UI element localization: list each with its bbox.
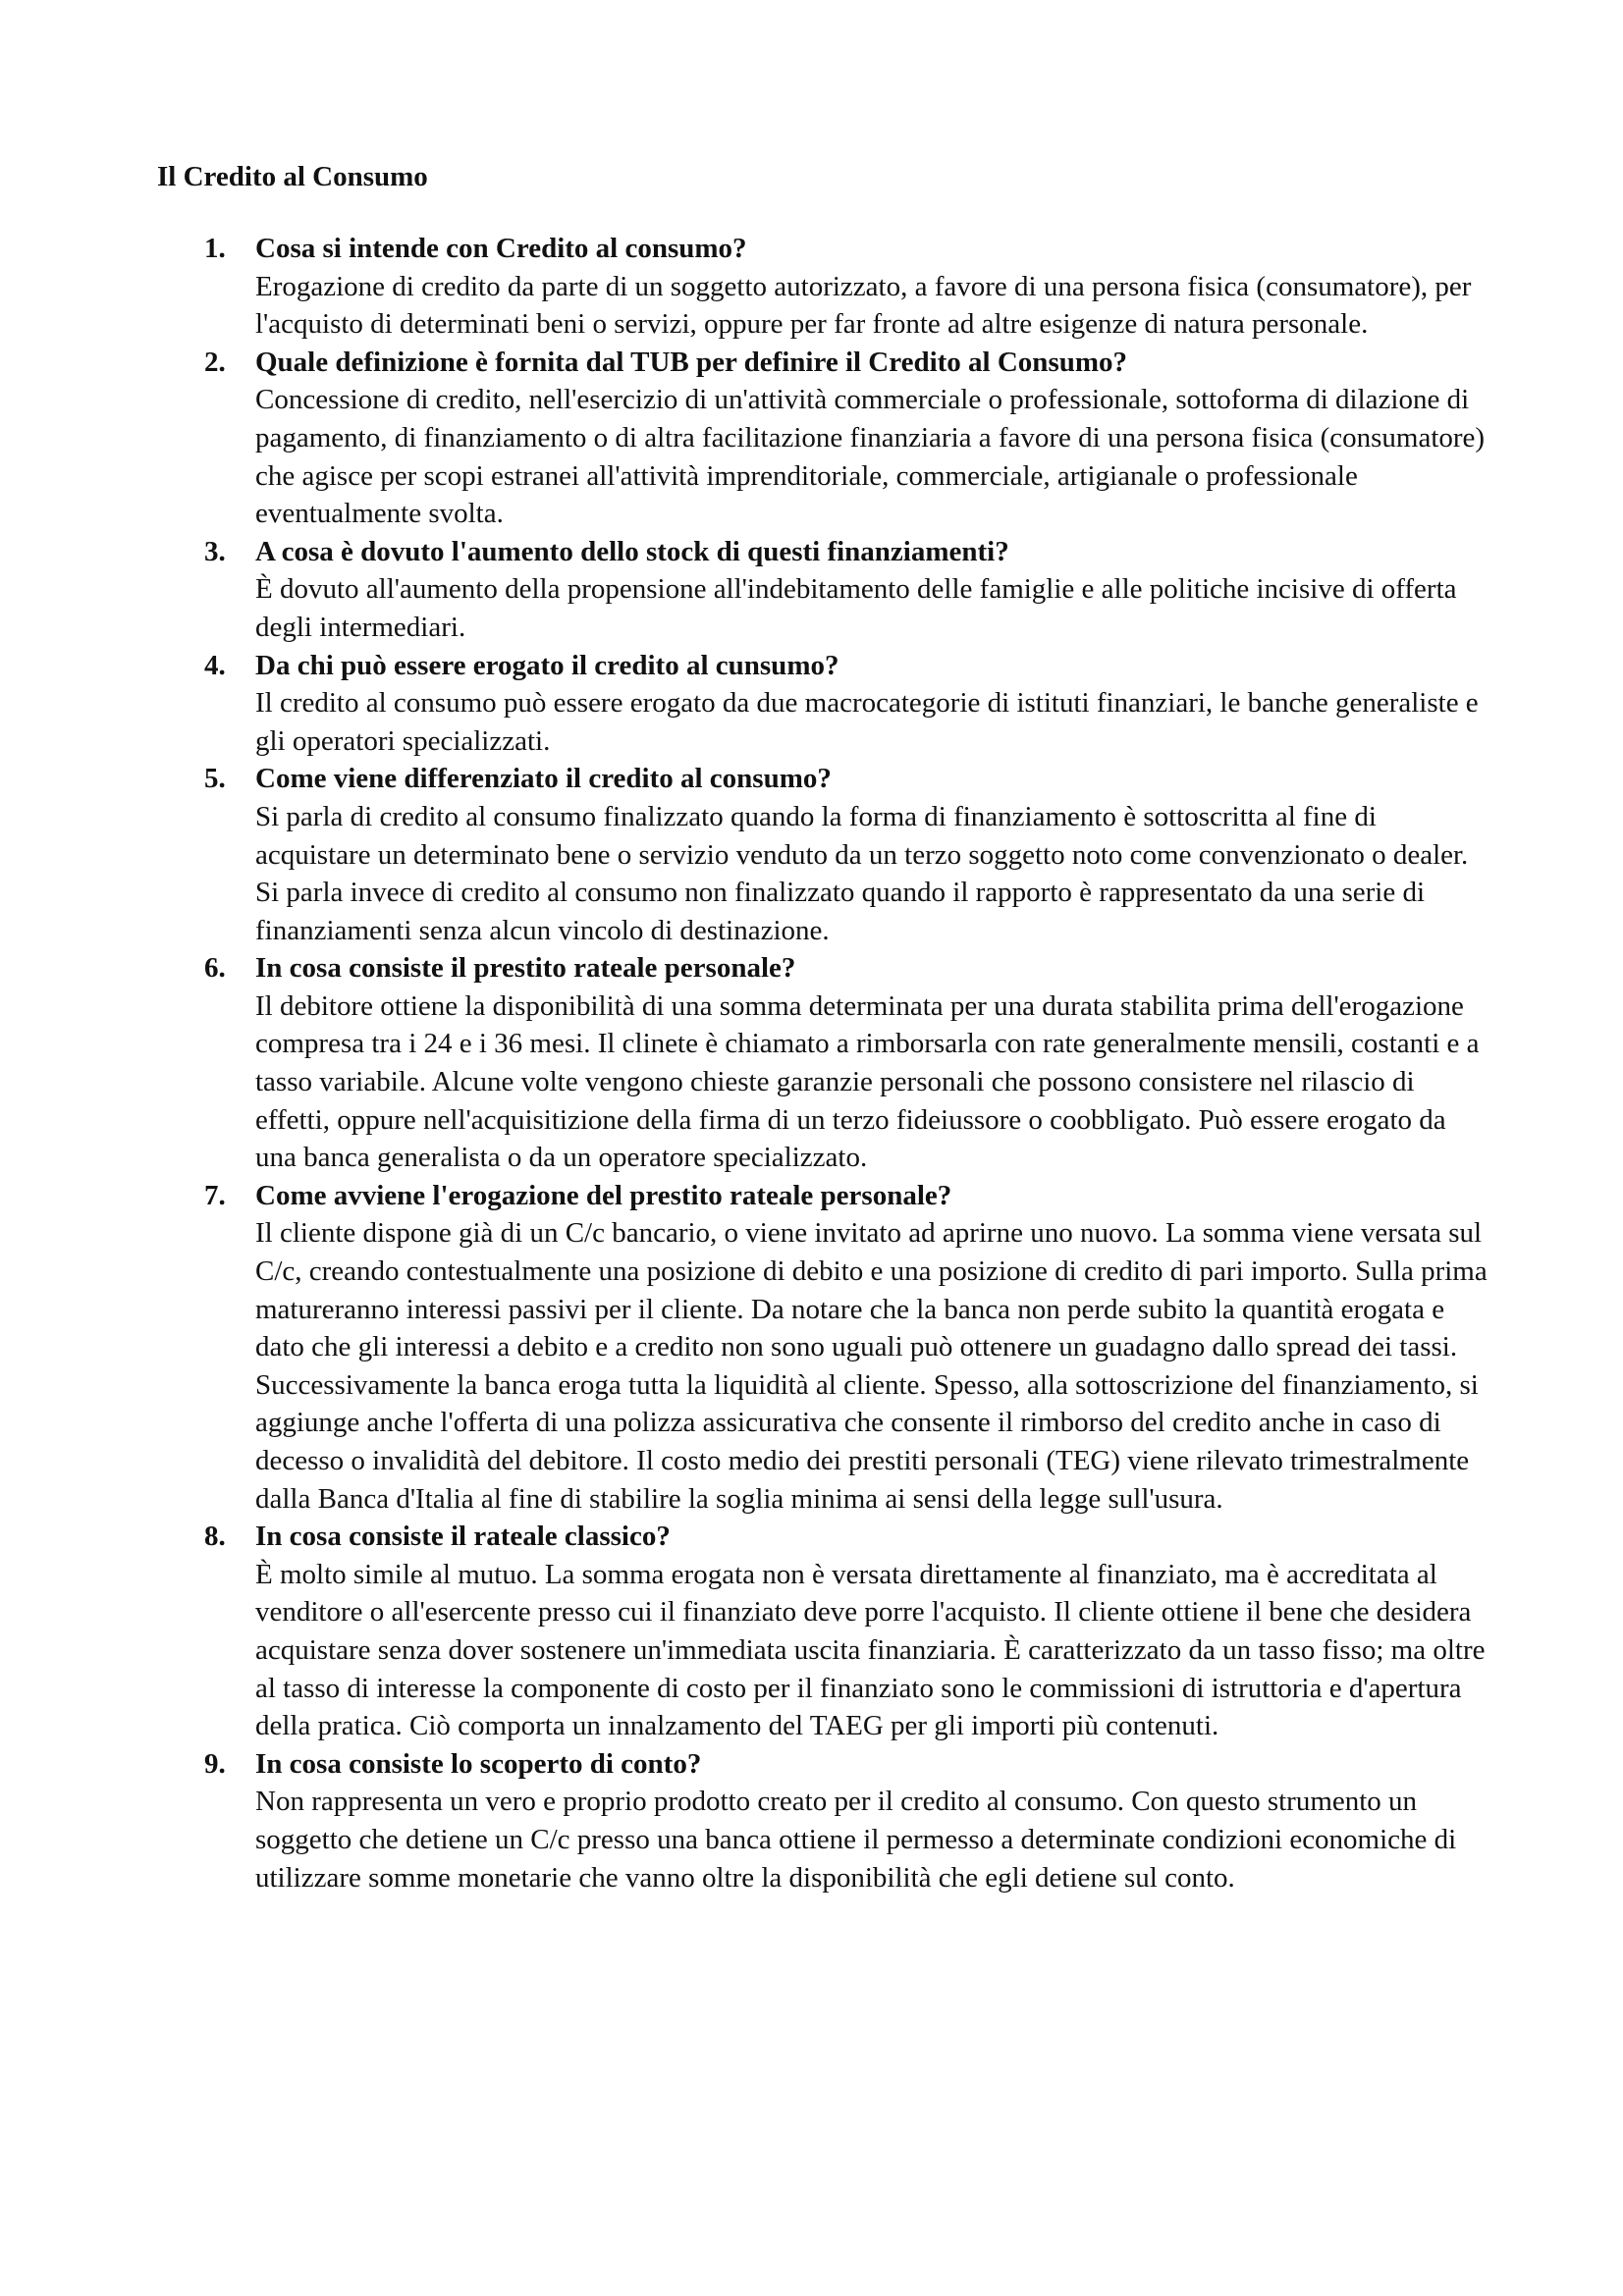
qa-item-5 [204,760,1492,949]
item-number: 3. [204,535,226,567]
item-number: 1. [204,233,226,264]
answer-text: Il credito al consumo può essere erogato da due macrocategorie di istituti finanziari, le banche generaliste e gli operatori specializzati. [255,687,1479,757]
item-number: 9. [204,1747,226,1780]
qa-item-4 [204,647,1492,761]
question-text: Quale definizione è fornita dal TUB per definire il Credito al Consumo? [255,346,1128,378]
answer-text: È dovuto all'aumento della propensione all'indebitamento delle famiglie e alle politiche incisive di offerta degli intermediari. [255,573,1457,643]
answer-text: Erogazione di credito da parte di un soggetto autorizzato, a favore di una persona fisica (consumatore), per l'acquisto di determinati beni o servizi, oppure per far fronte ad altre esigenze di natura personale. [255,270,1472,341]
question-text: In cosa consiste il prestito rateale personale? [255,952,796,985]
answer-text: Il debitore ottiene la disponibilità di una somma determinata per una durata stabilita prima dell'erogazione compresa tra i 24 e i 36 mesi. Il clinete è chiamato a rimborsarla con rate generalmente mensili, costanti e a tasso variabile. Alcune volte vengono chieste garanzie personali che possono consistere nel rilascio di effetti, oppure nell'acquisitizione della firma di un terzo fideiussore o coobbligato. Può essere erogato da una banca generalista o da un operatore specializzato. [255,989,1480,1174]
question-text: Cosa si intende con Credito al consumo? [255,233,747,264]
question-text: Come avviene l'erogazione del prestito rateale personale? [255,1179,952,1211]
qa-item-2 [204,344,1492,533]
answer-text: È molto simile al mutuo. La somma erogata non è versata direttamente al finanziato, ma è accreditata al venditore o all'esercente presso cui il finanziato deve porre l'acquisto. Il cliente ottiene il bene che desidera acquistare senza dover sostenere un'immediata uscita finanziaria. È caratterizzato da un tasso fisso; ma oltre al tasso di interesse la componente di costo per il finanziato sono le commissioni di istruttoria e d'apertura della pratica. Ciò comporta un innalzamento del TAEG per gli importi più contenuti. [255,1558,1486,1742]
item-number: 4. [204,649,226,681]
question-text: A cosa è dovuto l'aumento dello stock di questi finanziamenti? [255,535,1009,567]
item-number: 5. [204,763,226,795]
qa-item-9 [204,1745,1492,1896]
qa-item-7 [204,1177,1492,1518]
item-number: 2. [204,346,226,378]
answer-text: Non rappresenta un vero e proprio prodotto creato per il credito al consumo. Con questo strumento un soggetto che detiene un C/c presso una banca ottiene il permesso a determinate condizioni economiche di utilizzare somme monetarie che vanno oltre la disponibilità che egli detiene sul conto. [255,1786,1457,1894]
qa-item-8 [204,1518,1492,1745]
question-text: Come viene differenziato il credito al consumo? [255,763,832,795]
qa-item-6 [204,949,1492,1177]
answer-text: Si parla di credito al consumo finalizzato quando la forma di finanziamento è sottoscritta al fine di acquistare un determinato bene o servizio venduto da un terzo soggetto noto come convenzionato o dealer. Si parla invece di credito al consumo non finalizzato quando il rapporto è rappresentato da una serie di finanziamenti senza alcun vincolo di destinazione. [255,800,1469,946]
item-number: 7. [204,1179,226,1211]
item-number: 6. [204,952,226,985]
answer-text: Concessione di credito, nell'esercizio di un'attività commerciale o professionale, sottoforma di dilazione di pagamento, di finanziamento o di altra facilitazione finanziaria a favore di una persona fisica (consumatore) che agisce per scopi estranei all'attività imprenditoriale, commerciale, artigianale o professionale eventualmente svolta. [255,384,1486,530]
question-text: In cosa consiste il rateale classico? [255,1521,671,1553]
document-title: Il Credito al Consumo [157,161,428,192]
answer-text: Il cliente dispone già di un C/c bancario, o viene invitato ad aprirne uno nuovo. La somma viene versata sul C/c, creando contestualmente una posizione di debito e una posizione di credito di pari importo. Sulla prima matureranno interessi passivi per il cliente. Da notare che la banca non perde subito la quantità erogata e dato che gli interessi a debito e a credito non sono uguali può ottenere un guadagno dallo spread dei tassi. Successivamente la banca eroga tutta la liquidità al cliente. Spesso, alla sottoscrizione del finanziamento, si aggiunge anche l'offerta di una polizza assicurativa che consente il rimborso del credito anche in caso di decesso o invalidità del debitore. Il costo medio dei prestiti personali (TEG) viene rilevato trimestralmente dalla Banca d'Italia al fine di stabilire la soglia minima ai sensi della legge sull'usura. [255,1217,1488,1515]
qa-item-3 [204,533,1492,647]
qa-list [204,230,1492,1896]
qa-item-1 [204,230,1492,344]
question-text: In cosa consiste lo scoperto di conto? [255,1747,702,1780]
item-number: 8. [204,1521,226,1553]
question-text: Da chi può essere erogato il credito al cunsumo? [255,649,839,681]
